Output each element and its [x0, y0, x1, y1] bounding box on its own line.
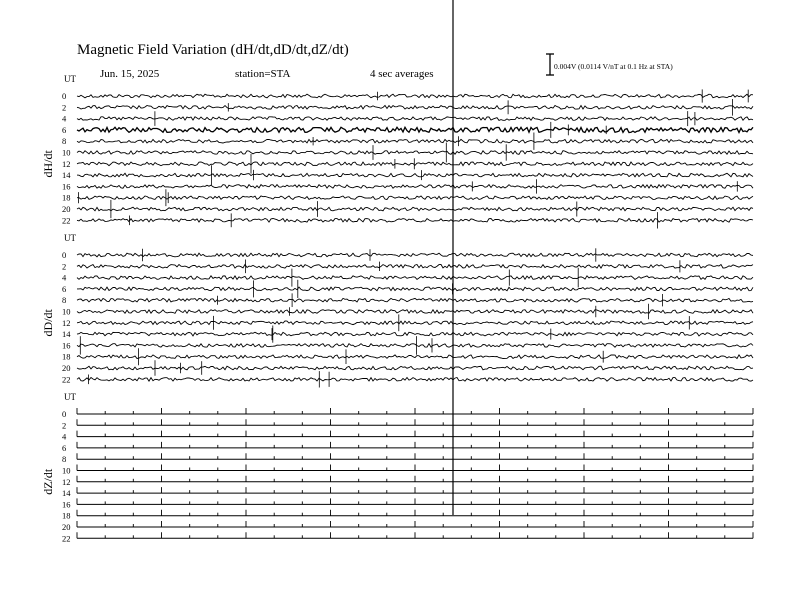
panel-ylabel: dD/dt — [41, 309, 55, 337]
trace-line — [77, 117, 753, 121]
hour-label: 18 — [62, 351, 71, 362]
panels — [41, 74, 753, 543]
hour-label: 14 — [62, 170, 71, 181]
hour-label: 22 — [62, 533, 71, 544]
hour-label: 0 — [62, 91, 67, 101]
hour-label: 12 — [62, 158, 71, 169]
hour-label: 2 — [62, 420, 67, 431]
hour-label: 20 — [62, 363, 71, 373]
trace-line — [77, 219, 753, 223]
trace-line — [77, 321, 753, 325]
panel-ylabel: dH/dt — [41, 150, 55, 178]
trace-line — [77, 151, 753, 155]
panel-dD-dt — [41, 233, 753, 388]
trace-line — [77, 196, 753, 200]
hour-label: 16 — [62, 181, 71, 192]
trace-line — [77, 127, 753, 132]
hour-label: 4 — [62, 113, 67, 124]
trace-line — [77, 265, 753, 269]
hour-label: 22 — [62, 374, 71, 385]
hour-label: 14 — [62, 329, 71, 340]
hour-label: 12 — [62, 476, 71, 487]
hour-label: 8 — [62, 295, 67, 306]
hour-label: 0 — [62, 409, 67, 419]
trace-line — [77, 185, 753, 189]
trace-line — [77, 310, 753, 314]
averaging-label: 4 sec averages — [370, 68, 434, 80]
hour-label: 18 — [62, 510, 71, 521]
hour-label: 10 — [62, 306, 71, 317]
panel-dH-dt — [41, 74, 753, 229]
trace-line — [77, 139, 753, 143]
trace-line — [77, 355, 753, 359]
trace-line — [77, 344, 753, 348]
hour-label: 20 — [62, 522, 71, 532]
trace-line — [77, 366, 753, 370]
trace-line — [77, 253, 753, 257]
hour-label: 0 — [62, 250, 67, 260]
hour-label: 16 — [62, 499, 71, 510]
hour-label: 20 — [62, 204, 71, 214]
chart-title: Magnetic Field Variation (dH/dt,dD/dt,dZ/dt) — [77, 42, 349, 58]
hour-label: 22 — [62, 215, 71, 226]
trace-line — [77, 173, 753, 177]
panel-ylabel: dZ/dt — [41, 468, 55, 495]
ut-label: UT — [64, 392, 76, 402]
hour-label: 2 — [62, 261, 67, 272]
station-label: station=STA — [235, 68, 291, 80]
ut-label: UT — [64, 74, 76, 84]
trace-line — [77, 287, 753, 291]
trace-line — [77, 298, 753, 302]
hour-label: 8 — [62, 454, 67, 465]
trace-line — [77, 94, 753, 98]
panel-dZ-dt — [41, 392, 753, 543]
hour-label: 6 — [62, 124, 67, 135]
hour-label: 4 — [62, 272, 67, 283]
trace-line — [77, 378, 753, 382]
trace-line — [77, 332, 753, 336]
hour-label: 2 — [62, 102, 67, 113]
hour-label: 8 — [62, 136, 67, 147]
hour-label: 12 — [62, 317, 71, 328]
hour-label: 14 — [62, 488, 71, 499]
chart-date: Jun. 15, 2025 — [100, 68, 160, 80]
trace-line — [77, 207, 753, 211]
scale-label: 0.004V (0.0114 V/nT at 0.1 Hz at STA) — [554, 62, 673, 71]
trace-line — [77, 106, 753, 110]
trace-line — [77, 162, 753, 166]
hour-label: 16 — [62, 340, 71, 351]
trace-line — [77, 276, 753, 280]
hour-label: 4 — [62, 431, 67, 442]
hour-label: 10 — [62, 465, 71, 476]
scale-bar-icon — [546, 54, 554, 75]
hour-label: 6 — [62, 442, 67, 453]
hour-label: 18 — [62, 192, 71, 203]
hour-label: 6 — [62, 283, 67, 294]
hour-label: 10 — [62, 147, 71, 158]
ut-label: UT — [64, 233, 76, 243]
